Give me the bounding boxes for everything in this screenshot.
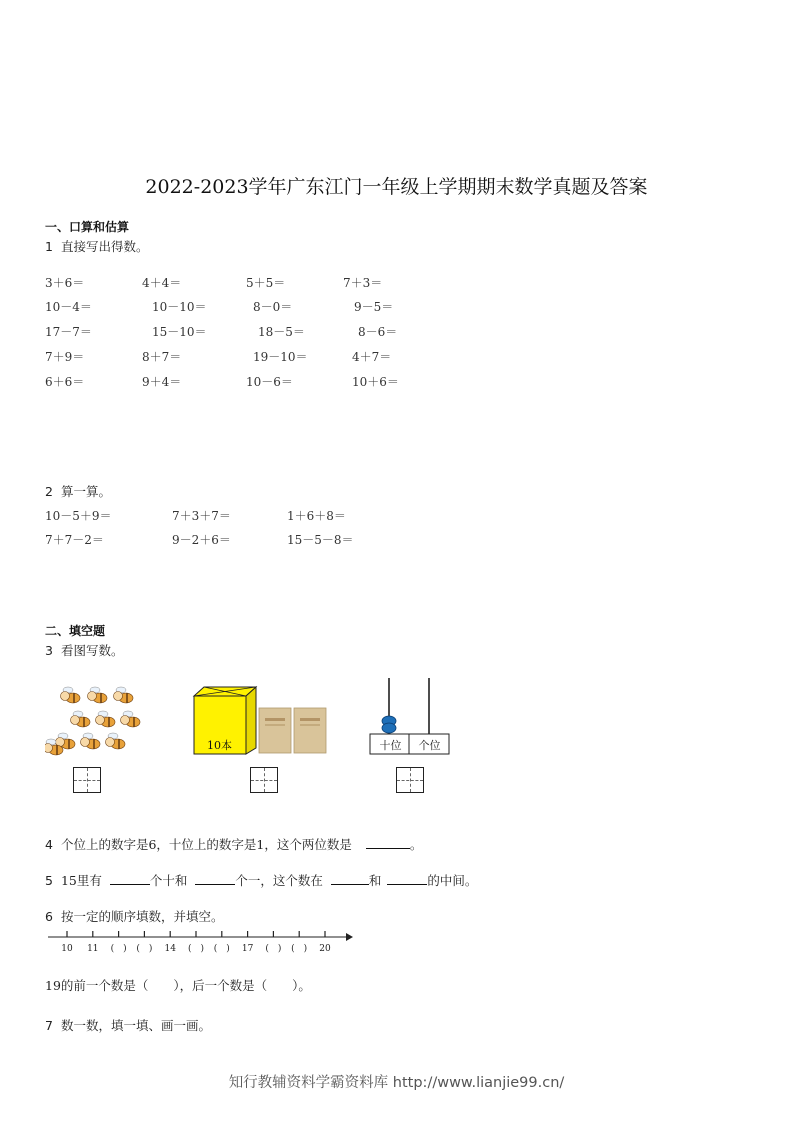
equation: 7＋3＋7＝ <box>172 509 231 523</box>
equation: 10－5＋9＝ <box>45 509 112 523</box>
bees-picture <box>45 684 145 762</box>
equation: 6＋6＝ <box>45 375 85 389</box>
equation: 10－6＝ <box>246 375 293 389</box>
section-heading-1: 一、口算和估算 <box>45 220 130 234</box>
equation: 15－10＝ <box>152 325 207 339</box>
equation: 17－7＝ <box>45 325 92 339</box>
bee-icon <box>121 711 141 727</box>
question-number: 6 <box>45 909 53 924</box>
tick-label[interactable]: ( ) <box>213 944 230 954</box>
tick-label[interactable]: ( ) <box>136 944 153 954</box>
equation: 8＋7＝ <box>142 350 182 364</box>
equation: 10－10＝ <box>152 300 207 314</box>
bee-icon <box>96 711 116 727</box>
tick-label[interactable]: ( ) <box>110 944 127 954</box>
question-text: 15里有 <box>60 873 102 888</box>
question-text: 看图写数。 <box>60 643 124 658</box>
bee-icon <box>106 733 126 749</box>
equation: 8－0＝ <box>253 300 293 314</box>
answer-blank[interactable] <box>110 872 150 885</box>
question-text: 个位上的数字是6，十位上的数字是1，这个两位数是 <box>60 837 352 852</box>
equation: 18－5＝ <box>258 325 305 339</box>
question-text: 数一数，填一填、画一画。 <box>60 1018 211 1033</box>
equation: 3＋6＝ <box>45 276 85 290</box>
question-number: 2 <box>45 484 53 499</box>
bee-icon <box>114 687 134 703</box>
equation: 10－4＝ <box>45 300 92 314</box>
equation: 9－2＋6＝ <box>172 533 231 547</box>
equation: 8－6＝ <box>358 325 398 339</box>
question-text: 和 <box>368 873 382 888</box>
question-number: 4 <box>45 837 53 852</box>
question-7 <box>45 1016 211 1034</box>
question-1 <box>45 237 148 255</box>
question-number: 1 <box>45 239 53 254</box>
answer-grid[interactable] <box>73 767 101 793</box>
equation: 9＋4＝ <box>142 375 182 389</box>
equation: 7＋3＝ <box>343 276 383 290</box>
footer-watermark: 知行教辅资料学霸资料库 http://www.lianjie99.cn/ <box>228 1075 565 1091</box>
tick-label: 20 <box>319 944 331 954</box>
answer-blank[interactable] <box>366 836 410 849</box>
bee-icon <box>81 733 101 749</box>
question-5 <box>45 871 477 889</box>
answer-blank[interactable] <box>195 872 235 885</box>
question-6-sentence: 19的前一个数是（ ），后一个数是（ ）。 <box>45 978 311 993</box>
tick-label: 17 <box>241 944 254 954</box>
section-heading-2: 二、填空题 <box>45 624 106 638</box>
question-2 <box>45 482 111 500</box>
equation: 7＋7－2＝ <box>45 533 104 547</box>
equation: 10＋6＝ <box>352 375 399 389</box>
answer-grid[interactable] <box>250 767 278 793</box>
question-text: 按一定的顺序填数，并填空。 <box>60 909 224 924</box>
question-3 <box>45 641 123 659</box>
equation: 15－5－8＝ <box>287 533 354 547</box>
equation: 7＋9＝ <box>45 350 85 364</box>
equation: 9－5＝ <box>354 300 394 314</box>
tick-label: 10 <box>61 944 73 954</box>
question-text: 直接写出得数。 <box>60 239 149 254</box>
tick-label: 14 <box>164 944 176 954</box>
abacus-tens-label: 十位 <box>379 739 402 752</box>
bee-icon <box>61 687 81 703</box>
question-text: 算一算。 <box>60 484 111 499</box>
question-text: 个一，这个数在 <box>235 873 323 888</box>
question-number: 3 <box>45 643 53 658</box>
bee-icon <box>71 711 91 727</box>
equation: 1＋6＋8＝ <box>287 509 346 523</box>
question-text-end: 。 <box>409 837 423 852</box>
tick-label[interactable]: ( ) <box>187 944 205 954</box>
tick-label[interactable]: ( ) <box>291 944 308 954</box>
tick-label: 11 <box>87 944 99 954</box>
answer-grid[interactable] <box>396 767 424 793</box>
question-number: 7 <box>45 1018 53 1033</box>
answer-blank[interactable] <box>387 872 427 885</box>
equation: 19－10＝ <box>253 350 308 364</box>
question-text: 的中间。 <box>427 873 478 888</box>
question-4 <box>45 835 422 853</box>
bee-icon <box>88 687 108 703</box>
abacus-ones-label: 个位 <box>418 739 441 752</box>
tick-label[interactable]: ( ) <box>265 944 282 954</box>
box-label: 10本 <box>207 739 232 752</box>
equation: 5＋5＝ <box>246 276 286 290</box>
answer-blank[interactable] <box>331 872 369 885</box>
question-number: 5 <box>45 873 53 888</box>
question-6 <box>45 907 223 925</box>
number-line <box>48 928 354 956</box>
page-title: 2022-2023学年广东江门一年级上学期期末数学真题及答案 <box>145 176 648 198</box>
question-text: 个十和 <box>149 873 188 888</box>
equation: 4＋4＝ <box>142 276 182 290</box>
equation: 4＋7＝ <box>352 350 392 364</box>
